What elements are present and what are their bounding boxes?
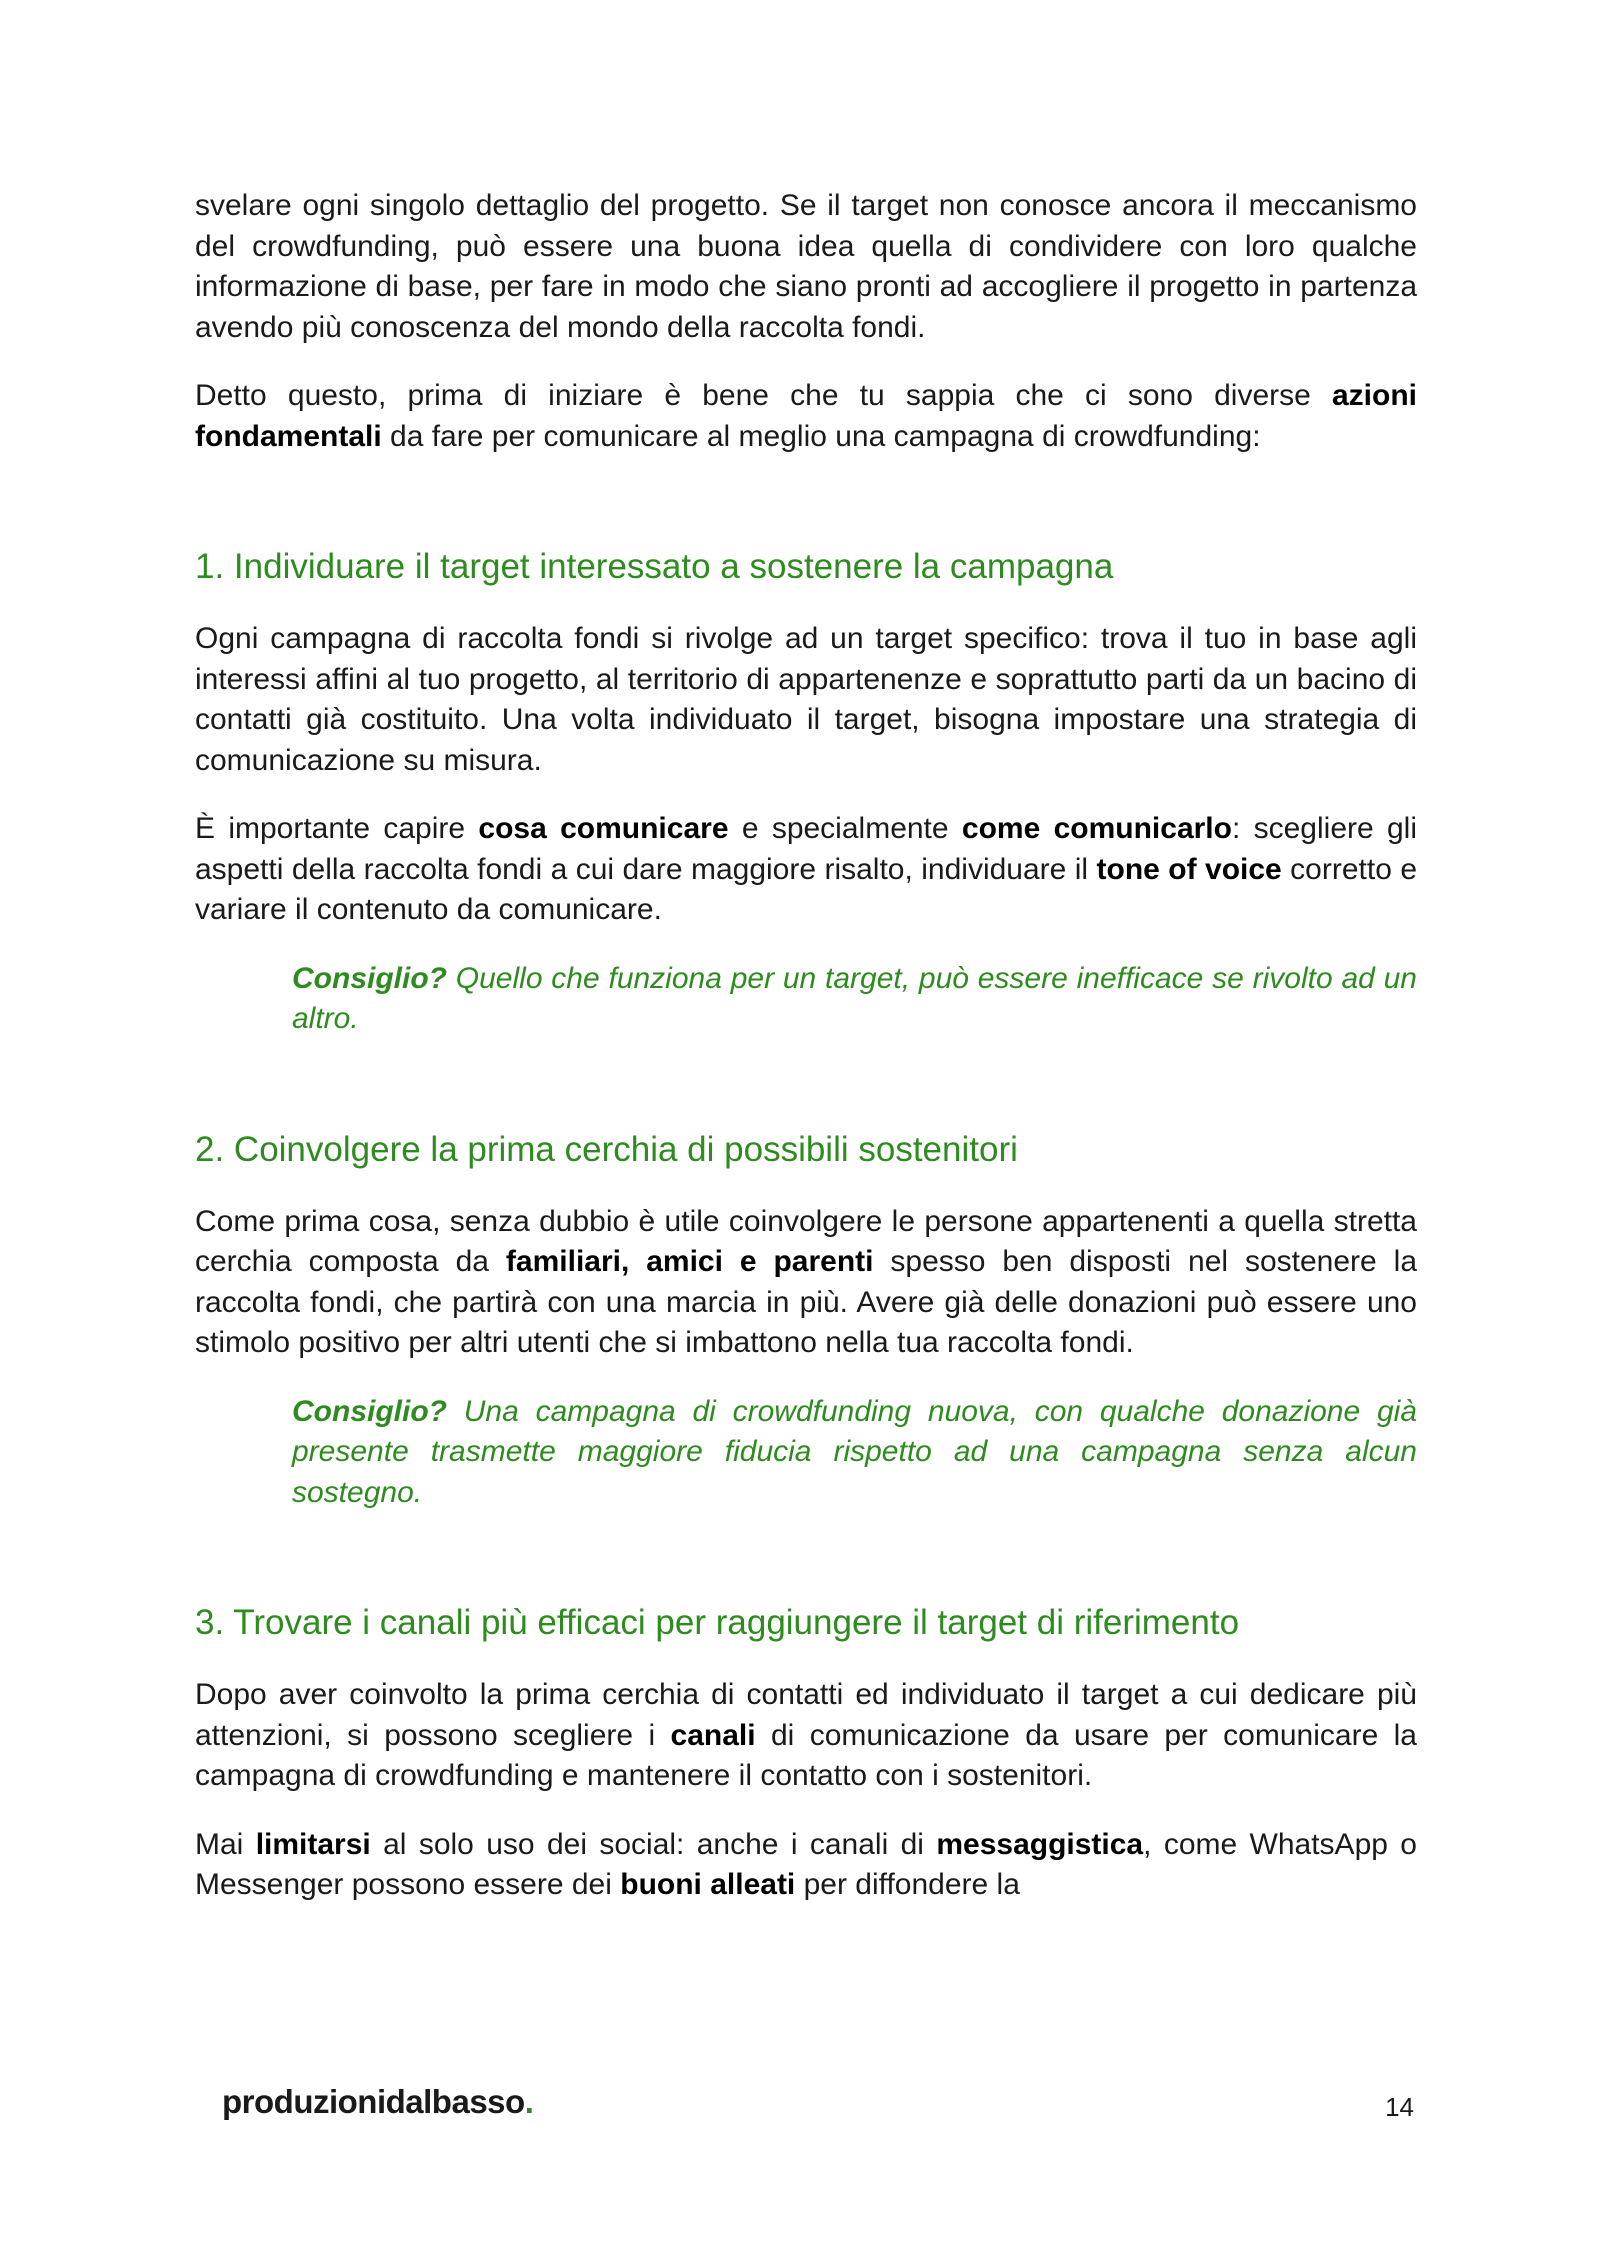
section-heading-2: 2. Coinvolgere la prima cerchia di possibili sostenitori: [195, 1129, 1018, 1169]
intro-paragraph-2: Detto questo, prima di iniziare è bene che tu sappia che ci sono diverse azioni fondamentali da fare per comunicare al meglio una campagna di crowdfunding:: [195, 379, 1417, 453]
intro-paragraph-1: svelare ogni singolo dettaglio del progetto. Se il target non conosce ancora il meccanismo del crowdfunding, può essere una buona idea quella di condividere con loro qualche informazione di base, per fare in modo che siano pronti ad accogliere il progetto in partenza avendo più conoscenza del mondo della raccolta fondi.: [195, 189, 1417, 344]
section1-paragraph-2: È importante capire cosa comunicare e specialmente come comunicarlo: scegliere gli aspetti della raccolta fondi a cui dare maggiore risalto, individuare il tone of voice corretto e variare il contenuto da comunicare.: [195, 812, 1418, 926]
section-heading-3: 3. Trovare i canali più efficaci per raggiungere il target di riferimento: [195, 1603, 1240, 1642]
tip-label: Consiglio?: [292, 1394, 447, 1428]
emphasis-canali: canali: [670, 1718, 756, 1752]
emphasis-messaggistica: messaggistica: [936, 1827, 1144, 1861]
emphasis-tone-of-voice: tone of voice: [1096, 852, 1282, 886]
emphasis-come-comunicarlo: come comunicarlo: [961, 812, 1232, 845]
section1-paragraph-1: Ogni campagna di raccolta fondi si rivolge ad un target specifico: trova il tuo in base agli interessi affini al tuo progetto, al territorio di appartenenze e soprattutto parti da un bacino di contatti già costituito. Una volta individuato il target, bisogna impostare una strategia di comunicazione su misura.: [195, 622, 1417, 777]
page-content: [195, 186, 1417, 1906]
emphasis-familiari-amici-parenti: familiari, amici e parenti: [505, 1245, 874, 1278]
section3-paragraph-1: Dopo aver coinvolto la prima cerchia di contatti ed individuato il target a cui dedicare più attenzioni, si possono scegliere i canali di comunicazione da usare per comunicare la campagna di crowdfunding e mantenere il contatto con i sostenitori.: [195, 1678, 1417, 1792]
section-heading-1: 1. Individuare il target interessato a sostenere la campagna: [195, 547, 1114, 586]
tip-label: Consiglio?: [292, 961, 447, 995]
section3-paragraph-2: Mai limitarsi al solo uso dei social: anche i canali di messaggistica, come WhatsApp o Messenger possono essere dei buoni alleati per diffondere la: [195, 1827, 1417, 1901]
section2-paragraph-1: Come prima cosa, senza dubbio è utile coinvolgere le persone appartenenti a quella stretta cerchia composta da familiari, amici e parenti spesso ben disposti nel sostenere la raccolta fondi, che partirà con una marcia in più. Avere già delle donazioni può essere uno stimolo positivo per altri utenti che si imbattono nella tua raccolta fondi.: [195, 1204, 1417, 1359]
logo-dot: .: [524, 2083, 534, 2120]
emphasis-azioni-fondamentali: azioni fondamentali: [195, 379, 1417, 453]
emphasis-limitarsi: limitarsi: [255, 1827, 371, 1861]
brand-logo: produzionidalbasso.: [222, 2083, 534, 2120]
emphasis-cosa-comunicare: cosa comunicare: [478, 812, 729, 845]
section1-tip: Consiglio? Quello che funziona per un target, può essere inefficace se rivolto ad un altro.: [292, 961, 1417, 1035]
emphasis-buoni-alleati: buoni alleati: [620, 1868, 796, 1901]
section2-tip: Consiglio? Una campagna di crowdfunding nuova, con qualche donazione già presente trasmette maggiore fiducia rispetto ad una campagna senza alcun sostegno.: [292, 1394, 1417, 1509]
page-number: 14: [1385, 2092, 1414, 2122]
